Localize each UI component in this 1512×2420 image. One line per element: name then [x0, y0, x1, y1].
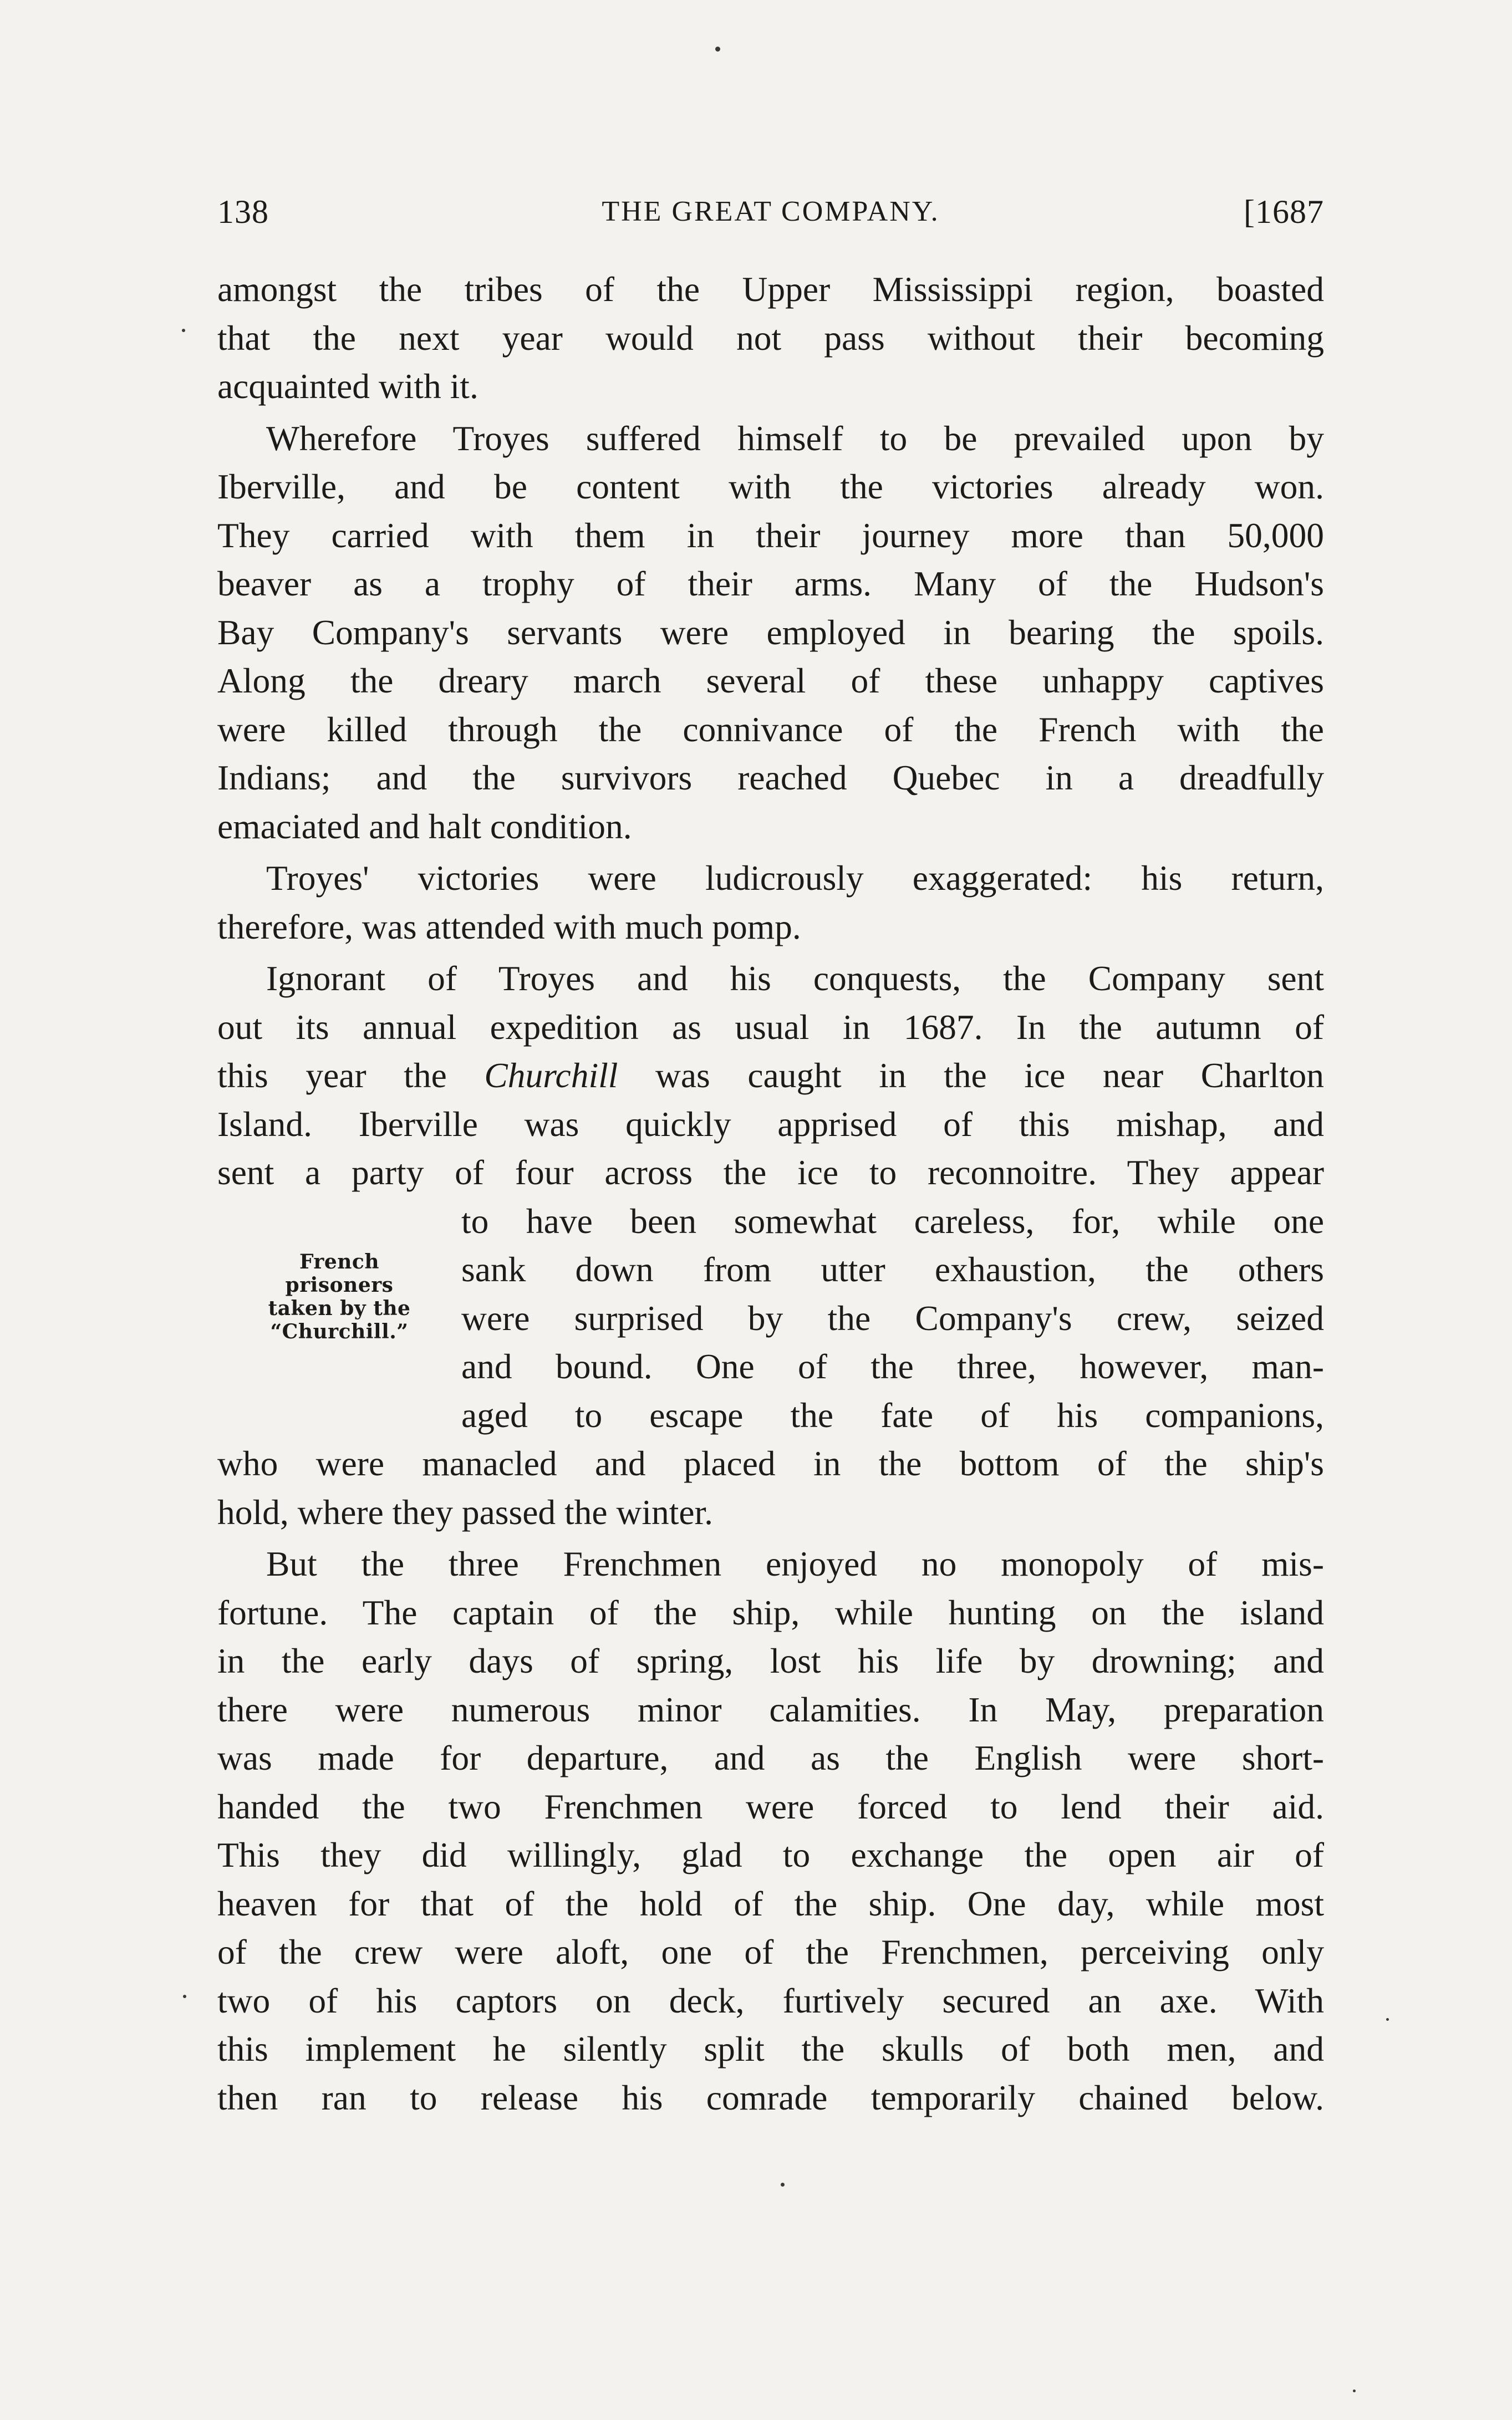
wrapped-lines [461, 1197, 1324, 1440]
text-line: beaver as a trophy of their arms. Many of the Hudson's [217, 564, 1324, 603]
sidenote-line: “Churchill.” [270, 1319, 409, 1343]
paragraph-5 [217, 1540, 1324, 2122]
text-line: were killed through the connivance of the French with the [217, 709, 1324, 749]
text-line: and bound. One of the three, however, man- [461, 1347, 1324, 1386]
text-line: in the early days of spring, lost his life by drowning; and [217, 1641, 1324, 1680]
scan-speck [1353, 2390, 1356, 2392]
text-line: out its annual expedition as usual in 1687. In the autumn of [217, 1007, 1324, 1047]
page-header [217, 193, 1324, 243]
text-line: Island. Iberville was quickly apprised of this mishap, and [217, 1104, 1324, 1144]
paragraph-1 [217, 265, 1324, 411]
scan-speck [182, 329, 185, 332]
sidenote-line: taken by the [268, 1296, 411, 1320]
text-line [217, 1051, 1324, 1100]
margin-sidenote [217, 1197, 461, 1343]
text-line: of the crew were aloft, one of the Frenchmen, perceiving only [217, 1932, 1324, 1971]
text-line: this implement he silently split the skulls of both men, and [217, 2029, 1324, 2069]
text-line: sank down from utter exhaustion, the others [461, 1250, 1324, 1289]
text-line: This they did willingly, glad to exchange the open air of [217, 1835, 1324, 1874]
running-head: THE GREAT COMPANY. [602, 196, 940, 227]
ship-name: Churchill [484, 1056, 618, 1095]
text-line: Iberville, and be content with the victories already won. [217, 467, 1324, 506]
text-line: then ran to release his comrade temporarily chained below. [217, 2077, 1324, 2117]
paragraph-2 [217, 414, 1324, 851]
text-line: therefore, was attended with much pomp. [217, 906, 801, 946]
text-line: aged to escape the fate of his companions, [461, 1395, 1324, 1435]
sidenote-line: prisoners [285, 1273, 394, 1297]
text-line: there were numerous minor calamities. In May, preparation [217, 1689, 1324, 1729]
text-line: to have been somewhat careless, for, while one [461, 1201, 1324, 1241]
text-line: handed the two Frenchmen were forced to lend their aid. [217, 1786, 1324, 1826]
scan-speck [715, 47, 720, 52]
text-line: who were manacled and placed in the bottom of the ship's [217, 1444, 1324, 1483]
text-line: fortune. The captain of the ship, while hunting on the island [217, 1592, 1324, 1632]
text-fragment: was caught in the ice near Charlton [618, 1056, 1324, 1095]
scan-speck [1386, 2018, 1389, 2021]
text-line: was made for departure, and as the English were short- [217, 1738, 1324, 1777]
text-line: But the three Frenchmen enjoyed no monopoly of mis- [266, 1544, 1324, 1583]
text-line: Along the dreary march several of these unhappy captives [217, 661, 1324, 700]
text-line: two of his captors on deck, furtively secured an axe. With [217, 1980, 1324, 2020]
paragraph-4 [217, 954, 1324, 1536]
page-number: 138 [217, 193, 269, 230]
text-line: Indians; and the survivors reached Quebec in a dreadfully [217, 758, 1324, 797]
text-fragment: this year the [217, 1056, 485, 1095]
text-line: acquainted with it. [217, 366, 478, 406]
paragraph-3 [217, 854, 1324, 951]
scan-speck [781, 2183, 785, 2187]
text-line: They carried with them in their journey more than 50,000 [217, 515, 1324, 555]
text-line: were surprised by the Company's crew, seized [461, 1298, 1324, 1338]
scan-speck [183, 1995, 186, 1998]
body-text [217, 265, 1324, 2122]
text-line: amongst the tribes of the Upper Mississippi region, boasted [217, 269, 1324, 309]
text-line: emaciated and halt condition. [217, 806, 632, 846]
text-line: that the next year would not pass without their becoming [217, 318, 1324, 358]
text-line: hold, where they passed the winter. [217, 1492, 714, 1532]
text-line: Ignorant of Troyes and his conquests, the Company sent [266, 959, 1324, 998]
year-marker: [1687 [1244, 193, 1324, 230]
text-line: Wherefore Troyes suffered himself to be prevailed upon by [266, 418, 1324, 458]
sidenote-line: French [299, 1250, 380, 1273]
text-line: Troyes' victories were ludicrously exaggerated: his return, [266, 858, 1324, 898]
text-line: Bay Company's servants were employed in bearing the spoils. [217, 612, 1324, 652]
text-line: heaven for that of the hold of the ship. One day, while most [217, 1883, 1324, 1923]
text-line: sent a party of four across the ice to reconnoitre. They appear [217, 1153, 1324, 1192]
sidenote-wrap-block [217, 1197, 1324, 1440]
